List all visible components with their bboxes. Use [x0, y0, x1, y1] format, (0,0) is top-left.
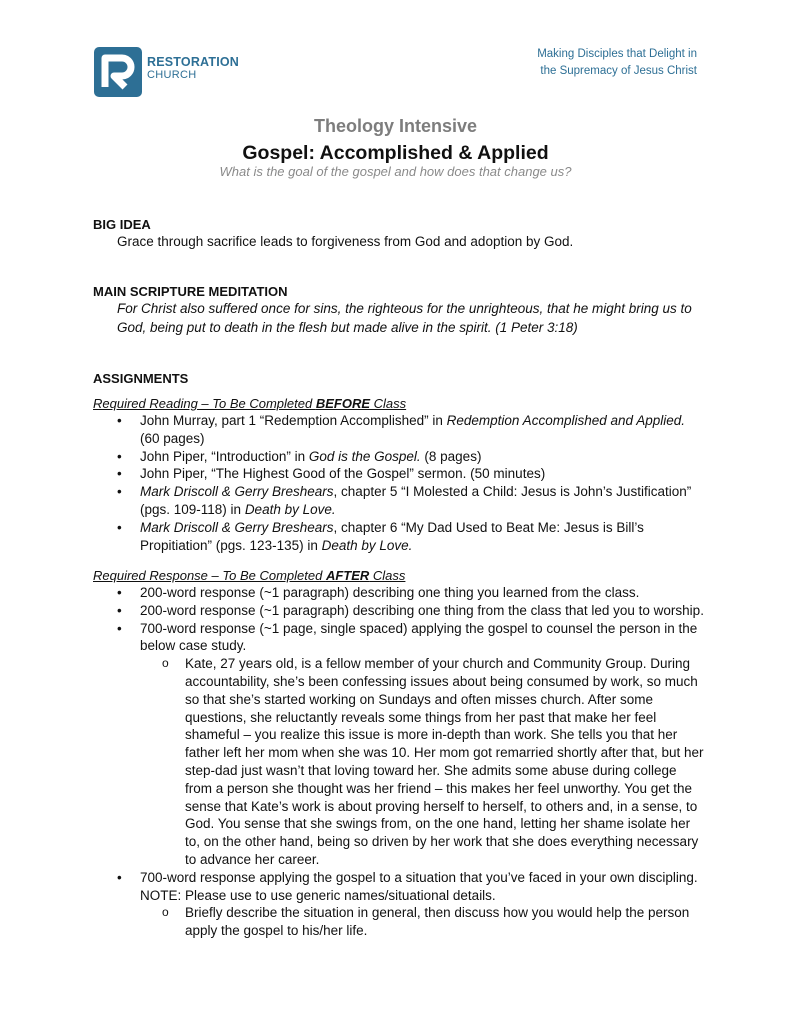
- tagline-line-1: Making Disciples that Delight in: [537, 48, 697, 60]
- list-item: • 200-word response (~1 paragraph) describing one thing you learned from the class.: [117, 584, 707, 602]
- guiding-question: What is the goal of the gospel and how does that change us?: [219, 164, 572, 179]
- restoration-church-logo: [94, 47, 142, 97]
- r-logo-icon: [94, 47, 142, 97]
- big-idea-text: Grace through sacrifice leads to forgiveness from God and adoption by God.: [117, 234, 574, 249]
- list-item: • John Piper, “Introduction” in God is the Gospel. (8 pages): [117, 448, 707, 466]
- discipling-sublist: [140, 904, 707, 940]
- scripture-heading: MAIN SCRIPTURE MEDITATION: [93, 284, 288, 299]
- required-response-label: Required Response – To Be Completed AFTER Class: [93, 568, 406, 583]
- case-study-text: o Kate, 27 years old, is a fellow member of your church and Community Group. During accountability, she’s been confessing issues about being consumed by work, so much so that she’s started working on Sundays and often misses church. After some questions, she reluctantly reveals some things from her past that make her feel shameful – you realize this issue is more in-depth than work. She tells you that her father left her mom when she was 10. Her mom got remarried shortly after that, but her step-dad just wasn’t that loving toward her. She admits some abuse during college from a person she thought was her friend – this makes her feel unworthy. You get the sense that Kate’s work is about proving herself to herself, to others and, in a sense, to God. You sense that she swings from, on the one hand, letting her shame isolate her to, on the other hand, being so driven by her work that she does everything necessary to advance her career.: [140, 655, 707, 869]
- case-study-list: [140, 655, 707, 869]
- required-reading-label: Required Reading – To Be Completed BEFORE Class: [93, 396, 407, 411]
- logo-line-1: RESTORATION: [147, 55, 240, 69]
- church-tagline: [537, 46, 697, 80]
- assignments-heading: ASSIGNMENTS: [93, 371, 189, 386]
- list-item: • John Murray, part 1 “Redemption Accomplished” in Redemption Accomplished and Applied. (60 pages): [117, 412, 707, 448]
- logo-line-2: CHURCH: [147, 69, 197, 81]
- list-item: • 700-word response applying the gospel to a situation that you’ve faced in your own discipling. NOTE: Please use to use generic names/situational details. o Briefly describe the situation in general, then discuss how you would help the person apply the gospel to his/her life.: [117, 869, 707, 940]
- discipling-subitem: o Briefly describe the situation in general, then discuss how you would help the person apply the gospel to his/her life.: [140, 904, 707, 940]
- list-item: • John Piper, “The Highest Good of the Gospel” sermon. (50 minutes): [117, 465, 707, 483]
- list-item: • Mark Driscoll & Gerry Breshears, chapter 6 “My Dad Used to Beat Me: Jesus is Bill’s Propitiation” (pgs. 123-135) in Death by Love.: [117, 519, 707, 555]
- topic-title: Gospel: Accomplished & Applied: [242, 142, 549, 164]
- list-item: • Mark Driscoll & Gerry Breshears, chapter 5 “I Molested a Child: Jesus is John’s Justification” (pgs. 109-118) in Death by Love.: [117, 483, 707, 519]
- big-idea-heading: BIG IDEA: [93, 217, 151, 232]
- course-title: Theology Intensive: [313, 116, 478, 136]
- tagline-line-2: the Supremacy of Jesus Christ: [540, 65, 697, 77]
- scripture-text: For Christ also suffered once for sins, the righteous for the unrighteous, that he might bring us to God, being put to death in the flesh but made alive in the spirit. (1 Peter 3:18): [117, 301, 692, 335]
- response-list: [117, 584, 707, 940]
- reading-list: [117, 412, 707, 554]
- list-item: • 200-word response (~1 paragraph) describing one thing from the class that led you to worship.: [117, 602, 707, 620]
- list-item: • 700-word response (~1 page, single spaced) applying the gospel to counsel the person in the below case study. o Kate, 27 years old, is a fellow member of your church and Community Group. During accountability, she’s been confessing issues about being consumed by work, so much so that she’s started working on Sundays and often misses church. After some questions, she reluctantly reveals some things from her past that make her feel shameful – you realize this issue is more in-depth than work. She tells you that her father left her mom when she was 10. Her mom got remarried shortly after that, but her step-dad just wasn’t that loving toward her. She admits some abuse during college from a person she thought was her friend – this makes her feel unworthy. You get the sense that Kate’s work is about proving herself to herself, to others and, in a sense, to God. You sense that she swings from, on the one hand, letting her shame isolate her to, on the other hand, being so driven by her work that she does everything necessary to advance her career.: [117, 620, 707, 869]
- logo-wordmark: [147, 56, 239, 82]
